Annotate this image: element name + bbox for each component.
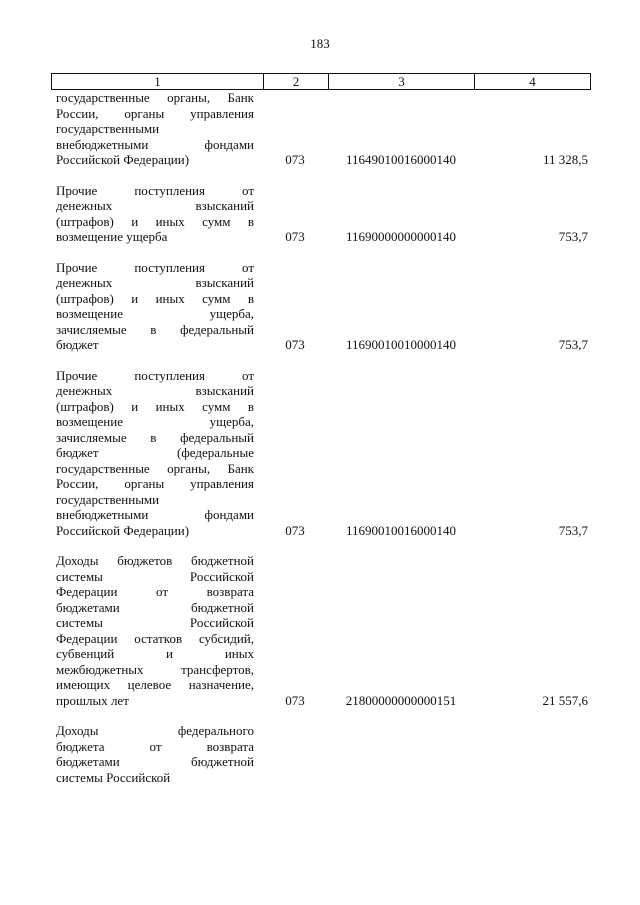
row-amount: 753,7 <box>558 337 588 352</box>
description-line: Доходы бюджетов бюджетной <box>56 553 254 568</box>
row-description <box>56 368 254 539</box>
header-col-4: 4 <box>475 74 591 90</box>
row-amount: 753,7 <box>558 229 588 244</box>
table-row <box>0 553 640 708</box>
row-description <box>56 183 254 245</box>
description-line: России, органы управления <box>56 476 254 491</box>
row-admin-code: 073 <box>285 692 305 708</box>
description-line: денежных взысканий <box>56 198 254 213</box>
description-line: системы Российской <box>56 769 171 785</box>
description-line: внебюджетными фондами <box>56 507 254 522</box>
table-row <box>0 183 640 245</box>
row-admin-code: 073 <box>285 337 305 352</box>
row-budget-code: 11690010010000140 <box>345 337 457 352</box>
row-amount: 21 557,6 <box>542 692 588 708</box>
header-col-3: 3 <box>329 74 475 90</box>
row-amount: 11 328,5 <box>542 152 588 167</box>
description-line: (штрафов) и иных сумм в <box>56 213 254 229</box>
table-row <box>0 368 640 539</box>
row-description <box>56 553 254 708</box>
row-budget-code: 11690010016000140 <box>345 522 457 538</box>
description-line: Прочие поступления от <box>56 259 254 275</box>
header-col-1: 1 <box>52 74 264 90</box>
description-line: бюджет (федеральные <box>56 445 254 460</box>
description-line: денежных взысканий <box>56 275 254 290</box>
description-line: зачисляемые в федеральный <box>56 429 254 445</box>
description-line: бюджета от возврата <box>56 738 254 754</box>
description-line: возмещение ущерба <box>56 229 168 244</box>
table-header <box>51 73 591 90</box>
description-line: межбюджетных трансфертов, <box>56 661 254 677</box>
description-line: государственные органы, Банк <box>56 90 254 105</box>
description-line: Российской Федерации) <box>56 522 190 538</box>
header-col-2: 2 <box>264 74 329 90</box>
description-line: прошлых лет <box>56 692 129 708</box>
description-line: возмещение ущерба, <box>56 414 254 429</box>
description-line: государственными <box>56 121 160 136</box>
row-budget-code: 21800000000000151 <box>345 692 457 708</box>
description-line: (штрафов) и иных сумм в <box>56 290 254 306</box>
row-description <box>56 723 254 785</box>
description-line: системы Российской <box>56 615 254 630</box>
description-line: субвенций и иных <box>56 646 254 661</box>
description-line: Доходы федерального <box>56 723 254 738</box>
description-line: внебюджетными фондами <box>56 136 254 152</box>
row-budget-code: 11649010016000140 <box>345 152 457 167</box>
description-line: Федерации остатков субсидий, <box>56 630 254 646</box>
row-admin-code: 073 <box>285 229 305 244</box>
row-admin-code: 073 <box>285 152 305 167</box>
description-line: зачисляемые в федеральный <box>56 321 254 337</box>
table-row <box>0 90 640 168</box>
description-line: бюджет <box>56 337 99 352</box>
description-line: государственными <box>56 491 160 507</box>
description-line: Прочие поступления от <box>56 182 254 198</box>
table-row <box>0 260 640 353</box>
table-row <box>0 723 640 785</box>
row-amount: 753,7 <box>558 522 588 538</box>
description-line: России, органы управления <box>56 105 254 121</box>
description-line: государственные органы, Банк <box>56 460 254 476</box>
row-description <box>56 260 254 353</box>
row-admin-code: 073 <box>285 522 305 538</box>
description-line: возмещение ущерба, <box>56 306 254 321</box>
description-line: Федерации от возврата <box>56 584 254 599</box>
page-number: 183 <box>310 36 330 51</box>
description-line: (штрафов) и иных сумм в <box>56 398 254 414</box>
description-line: бюджетами бюджетной <box>56 754 254 769</box>
description-line: системы Российской <box>56 568 254 584</box>
description-line: Прочие поступления от <box>56 367 254 383</box>
description-line: бюджетами бюджетной <box>56 599 254 615</box>
description-line: денежных взысканий <box>56 383 254 398</box>
description-line: Российской Федерации) <box>56 152 190 167</box>
table-body <box>0 90 640 785</box>
row-budget-code: 11690000000000140 <box>345 229 457 244</box>
description-line: имеющих целевое назначение, <box>56 677 254 692</box>
row-description <box>56 90 254 168</box>
